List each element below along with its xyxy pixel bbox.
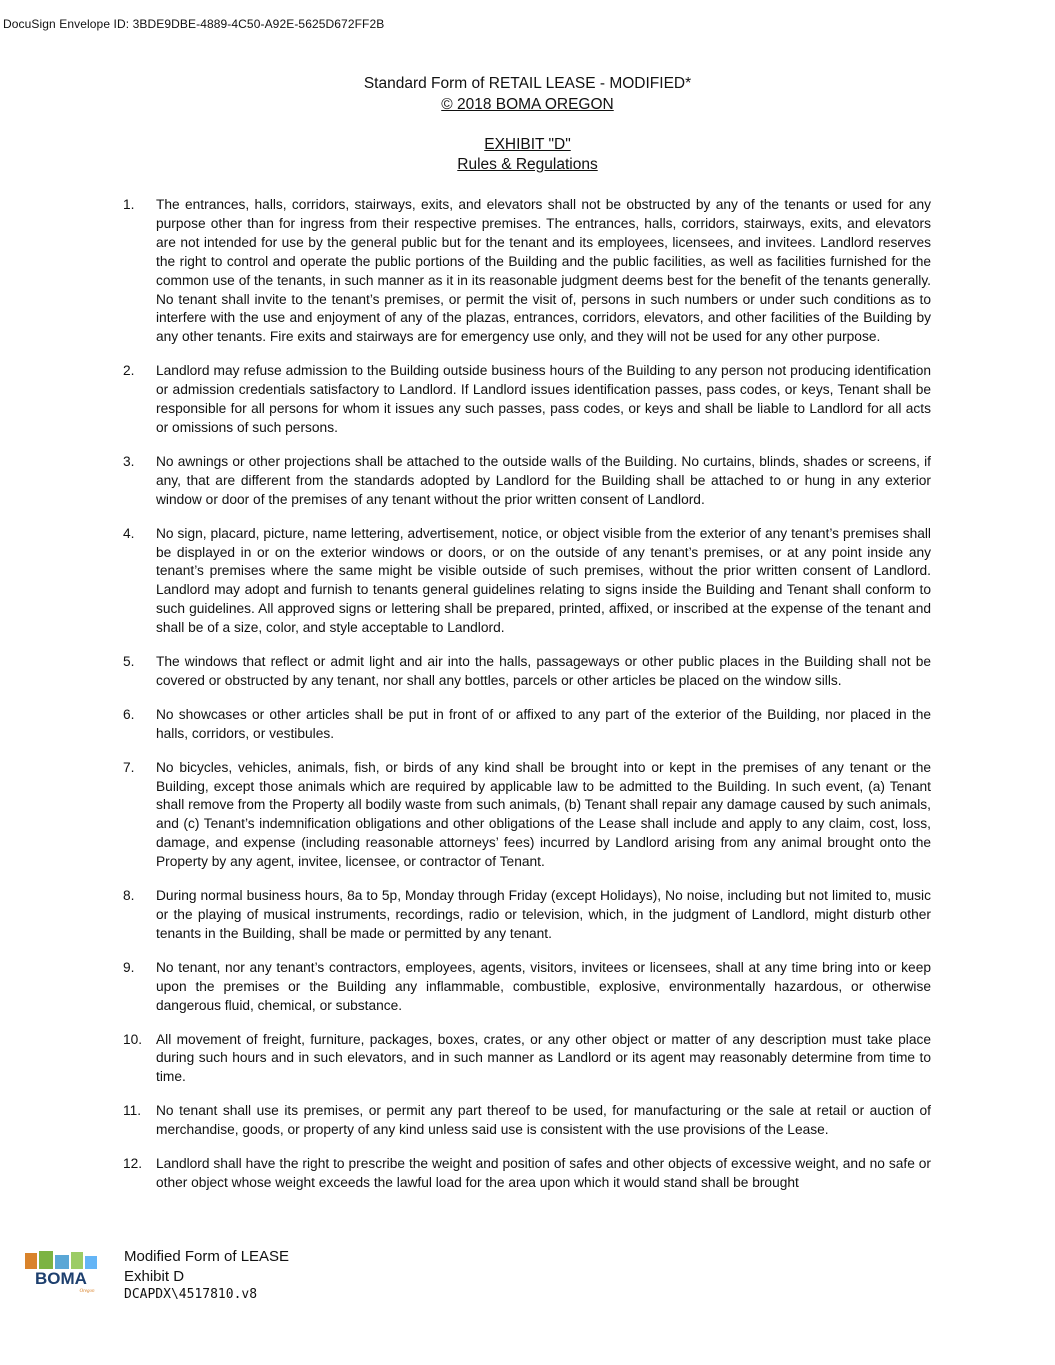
rule-number: 1. [123,197,135,212]
rule-item [123,525,931,638]
rule-number: 8. [123,888,135,904]
logo-block-lightgreen [71,1252,83,1269]
rule-number: 12. [123,1156,143,1172]
exhibit-heading: EXHIBIT "D" [484,136,571,153]
rule-item [123,653,931,691]
logo-block-blue [55,1255,69,1269]
exhibit-subtitle: Rules & Regulations [457,156,598,173]
rule-item [123,196,931,347]
boma-oregon-logo [25,1251,97,1293]
docusign-envelope-id: DocuSign Envelope ID: 3BDE9DBE-4889-4C50-A92E-5625D672FF2B [3,17,385,31]
rule-number: 4. [123,525,135,541]
rule-item [123,362,931,438]
rule-number: 2. [123,363,135,379]
rule-text: The windows that reflect or admit light and air into the halls, passageways or other public places in the Building shall not be covered or obstructed by any tenant, nor shall any bottles, parcels or other articles be placed on the window sills. [156,654,931,688]
footer-form-name: Modified Form of LEASE [124,1248,290,1265]
logo-subtext: Oregon [79,1289,95,1293]
footer-exhibit: Exhibit D [124,1268,185,1285]
rule-number: 3. [123,453,135,469]
form-title: Standard Form of RETAIL LEASE - MODIFIED* [363,75,692,92]
rule-text: No showcases or other articles shall be put in front of or affixed to any part of the exterior of the Building, nor placed in the halls, corridors, or vestibules. [156,706,931,741]
rule-number: 6. [123,706,135,722]
rule-text: Landlord may refuse admission to the Building outside business hours of the Building to any person not producing identification or admission credentials satisfactory to Landlord. If Landlord issues identification passes, pass codes, or keys, Tenant shall be responsible for all persons for whom it issues any such passes, pass codes, or keys and shall be liable to Landlord for all acts or omissions of such persons. [156,363,931,435]
logo-block-orange [25,1253,37,1269]
rule-text: Landlord shall have the right to prescribe the weight and position of safes and other objects of excessive weight, and no safe or other object whose weight exceeds the lawful load for the area upon which it would stand shall be brought [156,1156,931,1190]
rule-item [123,706,931,744]
rule-item [123,1102,931,1140]
rule-item [123,1031,931,1088]
rule-number: 10. [123,1031,143,1047]
rule-text: During normal business hours, 8a to 5p, Monday through Friday (except Holidays), No noise, including but not limited to, music or the playing of musical instruments, recordings, radio or television, which, in the judgment of Landlord, might disturb other tenants in the Building, shall be made or permitted by any tenant. [156,888,931,941]
rule-number: 5. [123,654,135,670]
rules-list [123,196,931,1208]
rule-number: 7. [123,759,135,775]
logo-wordmark: BOMA [35,1269,87,1288]
rule-number: 11. [123,1103,142,1119]
rule-text: No tenant shall use its premises, or permit any part thereof to be used, for manufacturing or the sale at retail or auction of merchandise, goods, or property of any kind unless said use is consistent with the use provisions of the Lease. [156,1103,931,1138]
rule-text: No sign, placard, picture, name lettering, advertisement, notice, or object visible from the exterior of any tenant’s premises shall be displayed in or on the exterior windows or doors, or on the outside of any tenant’s premises, or at any point inside any tenant’s premises where the same might be visible outside of such premises, without the prior written consent of Landlord. Landlord may adopt and furnish to tenants general guidelines relating to signs inside the Building and Tenant shall conform to such guidelines. All approved signs or lettering shall be prepared, printed, affixed, or inscribed at the expense of the tenant and shall be of a size, color, and style acceptable to Landlord. [156,525,931,636]
rule-item [123,1155,931,1193]
rule-text: No tenant, nor any tenant’s contractors, employees, agents, visitors, invitees or licensees, shall at any time bring into or keep upon the premises or the Building any inflammable, combustible, explosive, environmentally hazardous, or otherwise dangerous fluid, chemical, or substance. [156,959,931,1013]
copyright-line: © 2018 BOMA OREGON [441,96,614,113]
rule-item [123,887,931,944]
rule-number: 9. [123,959,135,975]
rule-item [123,959,931,1016]
logo-block-green [39,1251,53,1269]
rule-item [123,759,931,872]
rule-text: The entrances, halls, corridors, stairways, exits, and elevators shall not be obstructed by any of the tenants or used for any purpose other than for ingress from their respective premises. The entrances, halls, corridors, stairways, exits, and elevators are not intended for use by the general public but for the tenant and its employees, licensees, and invitees. Landlord reserves the right to control and operate the public portions of the Building and the public facilities, as well as facilities furnished for the common use of the tenants, in such manner as it in its reasonable judgment deems best for the benefit of the tenants generally. No tenant shall invite to the tenant’s premises, or permit the visit of, persons in such numbers or under such conditions as to interfere with the use and enjoyment of any of the plazas, entrances, corridors, elevators, and other facilities of the Building by any other tenants. Fire exits and stairways are for emergency use only, and they will not be used for any other purpose. [156,197,931,345]
rule-text: No awnings or other projections shall be attached to the outside walls of the Building. No curtains, blinds, shades or screens, if any, that are different from the standards adopted by Landlord for the Building shall be attached to or hung in any exterior window or door of the premises of any tenant without the prior written consent of Landlord. [156,453,931,507]
rule-text: No bicycles, vehicles, animals, fish, or birds of any kind shall be brought into or kept in the premises of any tenant or the Building, except those animals which are required by applicable law to be admitted to the Building. In such event, (a) Tenant shall remove from the Property all bodily waste from such animals, (b) Tenant shall repair any damage caused by such animals, and (c) Tenant’s indemnification obligations and other obligations of the Lease shall include and apply to any claim, cost, loss, damage, and expense (including reasonable attorneys’ fees) incurred by Landlord arising from any animal brought onto the Property by any agent, invitee, licensee, or contractor of Tenant. [156,759,931,870]
footer-doc-id: DCAPDX\4517810.v8 [124,1287,258,1302]
logo-block-lightblue [85,1256,97,1269]
rule-text: All movement of freight, furniture, packages, boxes, crates, or any other object or matter of any description must take place during such hours and in such elevators, and in such manner as Landlord or its agent may reasonably determine from time to time. [156,1031,931,1085]
rule-item [123,453,931,510]
